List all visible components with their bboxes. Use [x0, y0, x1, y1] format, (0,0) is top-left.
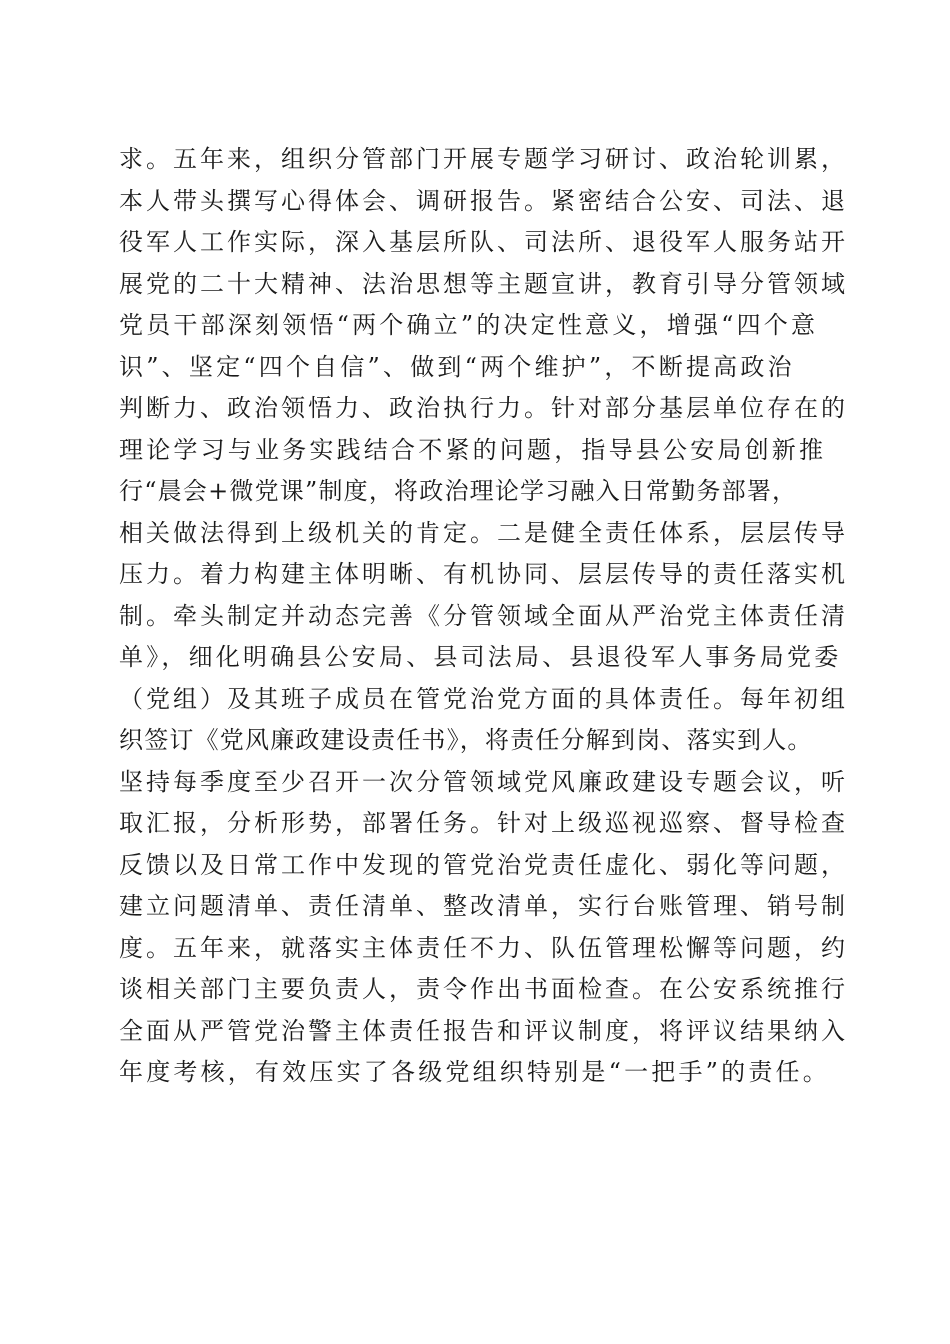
text-line: 年度考核，有效压实了各级党组织特别是“一把手”的责任。 — [119, 1058, 830, 1086]
text-line: 制。牵头制定并动态完善《分管领域全面从严治党主体责任清 — [119, 601, 848, 630]
text-line: 度。五年来，就落实主体责任不力、队伍管理松懈等问题，约 — [119, 933, 848, 962]
body-text — [119, 139, 848, 1094]
text-line: 理论学习与业务实践结合不紧的问题，指导县公安局创新推 — [119, 435, 827, 464]
text-line: 织签订《党风廉政建设责任书》，将责任分解到岗、落实到人。 — [119, 726, 813, 754]
text-line: 相关做法得到上级机关的肯定。二是健全责任体系，层层传导 — [119, 518, 848, 547]
text-line: 反馈以及日常工作中发现的管党治党责任虚化、弱化等问题， — [119, 850, 848, 879]
text-line: 党员干部深刻领悟“两个确立”的决定性意义，增强“四个意 — [119, 311, 819, 339]
text-line: 建立问题清单、责任清单、整改清单，实行台账管理、销号制 — [119, 892, 848, 920]
text-line: 单》，细化明确县公安局、县司法局、县退役军人事务局党委 — [119, 643, 842, 671]
text-line: 求。五年来，组织分管部门开展专题学习研讨、政治轮训累， — [119, 145, 848, 173]
text-line: 役军人工作实际，深入基层所队、司法所、退役军人服务站开 — [119, 228, 848, 256]
text-line: 取汇报，分析形势，部署任务。针对上级巡视巡察、督导检查 — [119, 809, 848, 837]
text-line: 识”、坚定“四个自信”、做到“两个维护”，不断提高政治 — [119, 352, 795, 381]
text-line: 谈相关部门主要负责人，责令作出书面检查。在公安系统推行 — [119, 975, 848, 1003]
text-line: （党组）及其班子成员在管党治党方面的具体责任。每年初组 — [119, 684, 848, 713]
text-line: 压力。着力构建主体明晰、有机协同、层层传导的责任落实机 — [119, 560, 848, 588]
text-line: 展党的二十大精神、法治思想等主题宣讲，教育引导分管领域 — [119, 269, 848, 298]
text-line: 行“晨会+微党课”制度，将政治理论学习融入日常勤务部署， — [119, 477, 798, 505]
text-line: 坚持每季度至少召开一次分管领域党风廉政建设专题会议，听 — [119, 767, 848, 796]
text-line: 判断力、政治领悟力、政治执行力。针对部分基层单位存在的 — [119, 394, 848, 422]
text-line: 本人带头撰写心得体会、调研报告。紧密结合公安、司法、退 — [119, 186, 848, 215]
text-line: 全面从严管党治警主体责任报告和评议制度，将评议结果纳入 — [119, 1016, 848, 1045]
